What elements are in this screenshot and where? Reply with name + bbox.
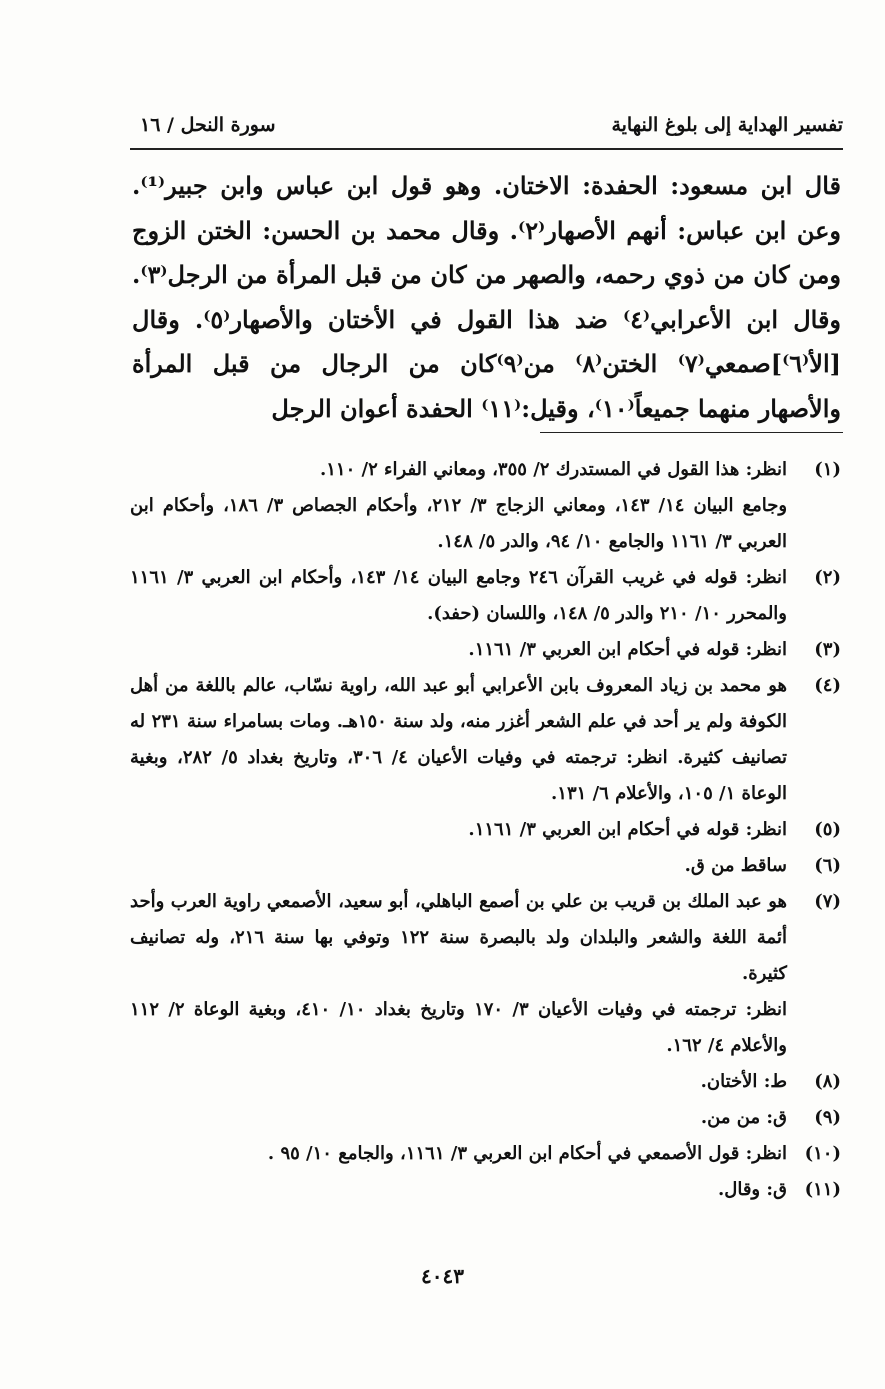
footnote-number: (٨) (814, 1071, 841, 1092)
footnote-text: انظر: ترجمته في وفيات الأعيان ٣/ ١٧٠ وتاريخ بغداد ١٠/ ٤١٠، وبغية الوعاة ٢/ ١١٢ والأعلام ٤/ ١٦٢. (130, 999, 787, 1056)
footnote-number: (٧) (814, 891, 841, 912)
footnote (130, 812, 841, 848)
main-paragraph: قال ابن مسعود: الحفدة: الاختان. وهو قول ابن عباس وابن جبير⁽¹⁾. وعن ابن عباس: أنهم الأصهار⁽٢⁾. وقال محمد بن الحسن: الختن الزوج ومن كان من ذوي رحمه، والصهر من كان من قبل المرأة من الرجل⁽٣⁾. وقال ابن الأعرابي⁽٤⁾ ضد هذا القول في الأختان والأصهار⁽٥⁾. وقال [الأ⁽٦⁾]صمعي⁽٧⁾ الختن⁽٨⁾ من⁽٩⁾كان من الرجال من قبل المرأة والأصهار منهما جميعاً⁽١٠⁾، وقيل:⁽١١⁾ الحفدة أعوان الرجل (132, 171, 842, 423)
footnote-separator (540, 432, 843, 433)
footnotes (130, 452, 841, 1208)
footnote-text: وجامع البيان ١٤/ ١٤٣، ومعاني الزجاج ٣/ ٢١٢، وأحكام الجصاص ٣/ ١٨٦، وأحكام ابن العربي ٣/ ١١٦١ والجامع ١٠/ ٩٤، والدر ٥/ ١٤٨. (130, 495, 788, 552)
footnote (130, 668, 841, 812)
footnote (130, 560, 841, 632)
footnote (130, 1100, 841, 1136)
page-number: ٤٠٤٣ (421, 1264, 464, 1288)
footnote-number: (٣) (814, 639, 841, 660)
footnote (130, 884, 841, 1064)
footnote-number: (٩) (814, 1107, 841, 1128)
footnote-number: (٥) (814, 819, 841, 840)
footnote-text: انظر: قوله في غريب القرآن ٢٤٦ وجامع البيان ١٤/ ١٤٣، وأحكام ابن العربي ٣/ ١١٦١ والمحرر ١٠/ ٢١٠ والدر ٥/ ١٤٨، واللسان (حفد). (130, 567, 787, 624)
footnote-text: ط: الأختان. (700, 1071, 787, 1092)
footnote (130, 632, 841, 668)
footnote-text: انظر: هذا القول في المستدرك ٢/ ٣٥٥، ومعاني الفراء ٢/ ١١٠. (319, 459, 787, 480)
footnote-text: انظر: قوله في أحكام ابن العربي ٣/ ١١٦١. (468, 819, 787, 840)
footnote-number: (١) (814, 459, 841, 480)
footnote-text: هو محمد بن زياد المعروف بابن الأعرابي أبو عبد الله، راوية نسّاب، عالم باللغة من أهل الكوفة ولم ير أحد في علم الشعر أغزر منه، ولد سنة ١٥٠هـ. ومات بسامراء سنة ٢٣١ له تصانيف كثيرة. انظر: ترجمته في وفيات الأعيان ٤/ ٣٠٦، وتاريخ بغداد ٥/ ٢٨٢، وبغية الوعاة ١/ ١٠٥، والأعلام ٦/ ١٣١. (130, 675, 788, 804)
footnote (130, 1172, 841, 1208)
book-title: تفسير الهداية إلى بلوغ النهاية (611, 114, 843, 136)
surah-label: سورة النحل / ١٦ (140, 114, 276, 136)
footnote-number: (٢) (814, 567, 841, 588)
footnote (130, 1136, 841, 1172)
footnote-number: (١١) (804, 1179, 841, 1200)
footnote-number: (٦) (814, 855, 841, 876)
footnote (130, 1064, 841, 1100)
footnote-number: (٤) (814, 675, 841, 696)
footnote-text: ساقط من ق. (684, 855, 787, 876)
footnote-text: ق: وقال. (717, 1179, 787, 1200)
footnote-text: هو عبد الملك بن قريب بن علي بن أصمع الباهلي، أبو سعيد، الأصمعي راوية العرب وأحد أئمة اللغة والشعر والبلدان ولد بالبصرة سنة ١٢٢ وتوفي بها سنة ٢١٦، وله تصانيف كثيرة. (130, 891, 787, 984)
footnote-text: انظر: قوله في أحكام ابن العربي ٣/ ١١٦١. (468, 639, 787, 660)
footnote-number: (١٠) (804, 1143, 841, 1164)
footnote-text: ق: من من. (700, 1107, 787, 1128)
footnote (130, 848, 841, 884)
footnote-text: انظر: قول الأصمعي في أحكام ابن العربي ٣/ ١١٦١، والجامع ١٠/ ٩٥ . (267, 1143, 787, 1164)
running-header (130, 114, 843, 150)
footnote (130, 452, 841, 560)
main-text (132, 164, 841, 431)
